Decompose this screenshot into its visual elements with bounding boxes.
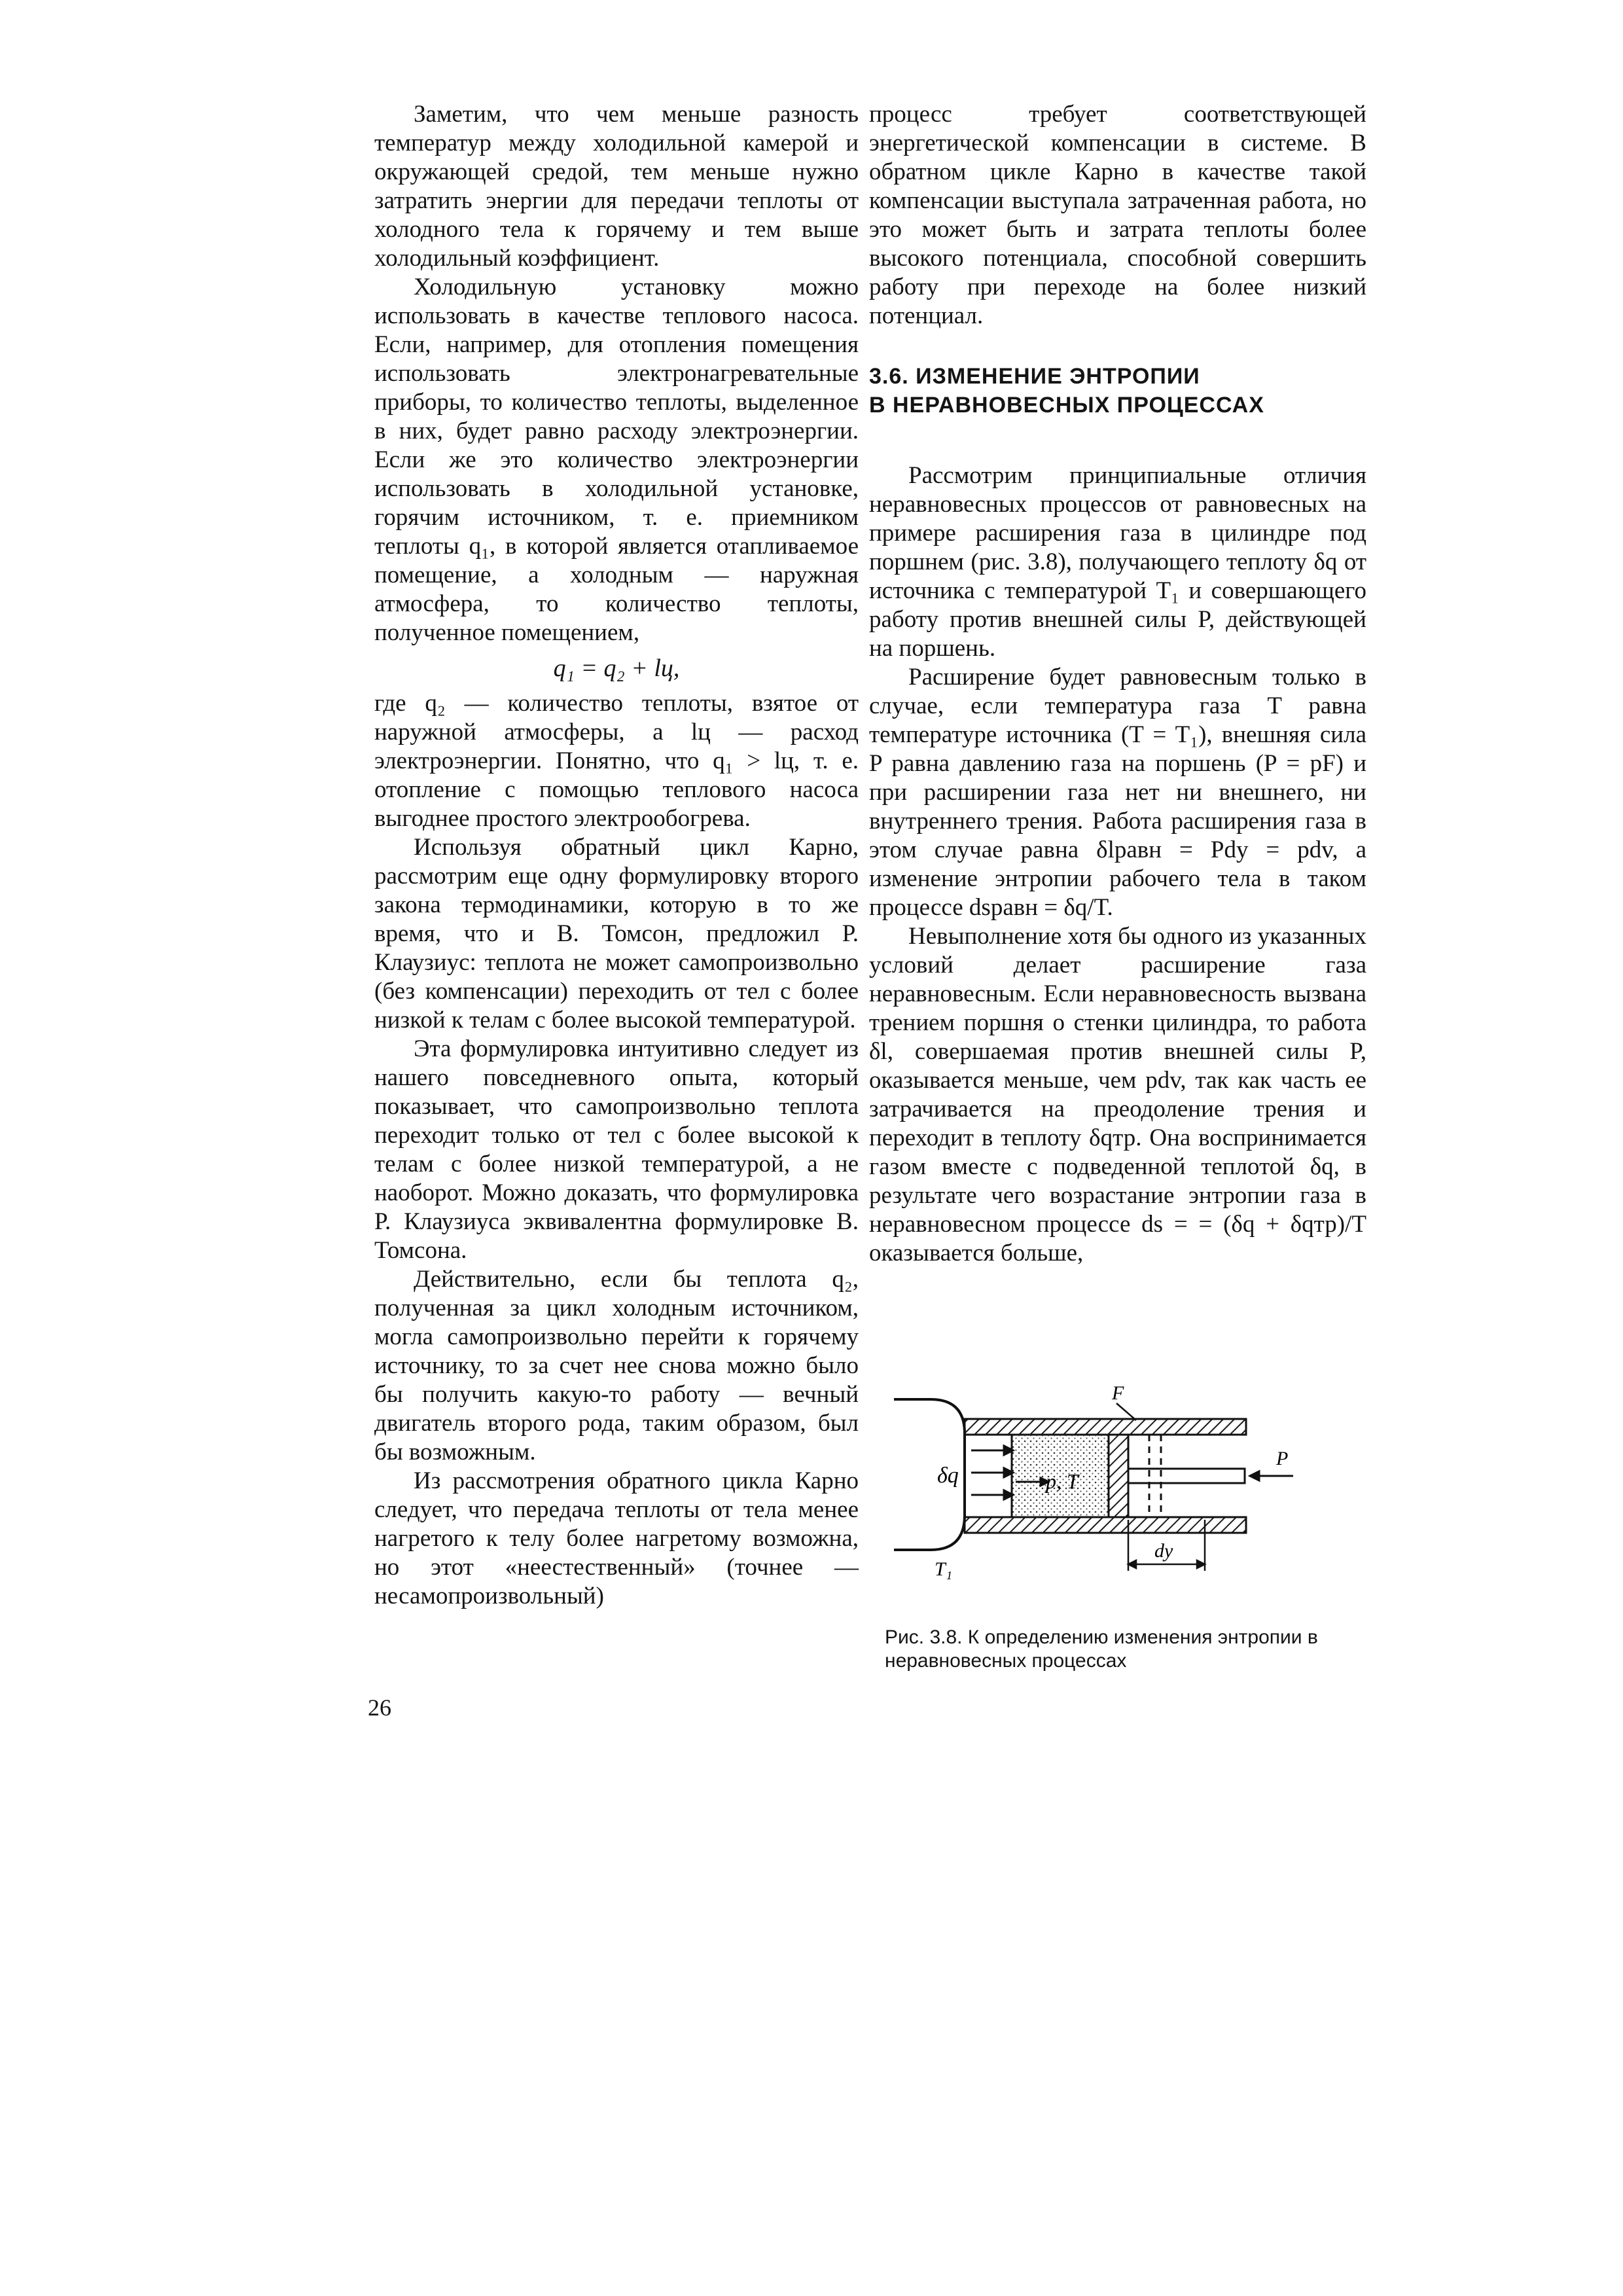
- left-column: [374, 100, 859, 1611]
- figure-cylinder-piston: [894, 1381, 1391, 1630]
- label-dy: dy: [1154, 1540, 1173, 1562]
- figure-caption: Рис. 3.8. К определению изменения энтропии в неравновесных процессах: [885, 1626, 1318, 1672]
- right-column: [869, 100, 1366, 1268]
- section-heading: [869, 362, 1366, 420]
- paragraph: Невыполнение хотя бы одного из указанных условий делает расширение газа неравновесным. Если неравновесность вызвана трением поршня о стенки цилиндра, то работа δl, совершаемая против внешней силы P, оказывается меньше, чем pdv, так как часть ее затрачивается на преодоление трения и переходит в теплоту δqтр. Она воспринимается газом вместе с подведенной теплотой δq, в результате чего возрастание энтропии газа в неравновесном процессе ds = = (δq + δqтр)/T оказывается больше,: [869, 923, 1366, 1266]
- label-pT: p, T: [1046, 1469, 1079, 1493]
- paragraph: где q₂ — количество теплоты, взятое от наружной атмосферы, а lц — расход электроэнергии. Понятно, что q₁ > lц, т. е. отопление с помощью теплового насоса выгоднее простого электрообогрева.: [374, 690, 859, 832]
- label-P: P: [1276, 1448, 1289, 1469]
- label-T1: T₁: [935, 1558, 953, 1580]
- paragraph: Холодильную установку можно использовать в качестве теплового насоса. Если, например, для отопления помещения использовать электронагревательные приборы, то количество теплоты, выделенное в них, будет равно расходу электроэнергии. Если же это количество электроэнергии использовать в холодильной установке, горячим источником, т. е. приемником теплоты q₁, в которой является отапливаемое помещение, а холодным — наружная атмосфера, то количество теплоты, полученное помещением,: [374, 274, 859, 646]
- paragraph: Заметим, что чем меньше разность температур между холодильной камерой и окружающей средой, тем меньше нужно затратить энергии для передачи теплоты от холодного тела к горячему и тем выше холодильный коэффициент.: [374, 101, 859, 272]
- paragraph: Расширение будет равновесным только в случае, если температура газа T равна температуре источника (T = T₁), внешняя сила P равна давлению газа на поршень (P = pF) и при расширении газа нет ни внешнего, ни внутреннего трения. Работа расширения газа в этом случае равна δlравн = Pdy = pdv, а изменение энтропии рабочего тела в таком процессе dsравн = δq/T.: [869, 664, 1366, 921]
- paragraph: Действительно, если бы теплота q₂, полученная за цикл холодным источником, могла самопроизвольно перейти к горячему источнику, то за счет нее снова можно было бы получить какую-то работу — вечный двигатель второго рода, таким образом, был бы возможным.: [374, 1266, 859, 1465]
- paragraph: Рассмотрим принципиальные отличия неравновесных процессов от равновесных на примере расширения газа в цилиндре под поршнем (рис. 3.8), получающего теплоту δq от источника с температурой T₁ и совершающего работу против внешней силы P, действующей на поршень.: [869, 462, 1366, 662]
- cylinder-wall-bottom: [965, 1517, 1246, 1533]
- paragraph: процесс требует соответствующей энергетической компенсации в системе. В обратном цикле Карно в качестве такой компенсации выступала затраченная работа, но это может быть и затрата теплоты более высокого потенциала, способной совершить работу при переходе на более низкий потенциал.: [869, 101, 1366, 329]
- force-arrow: [1250, 1471, 1293, 1480]
- label-dq: δq: [937, 1463, 959, 1488]
- paragraph: Из рассмотрения обратного цикла Карно следует, что передача теплоты от тела менее нагретого к телу более нагретому возможна, но этот «неестественный» (точнее — несамопроизвольный): [374, 1467, 859, 1609]
- section-heading-line: 3.6. ИЗМЕНЕНИЕ ЭНТРОПИИ: [869, 364, 1200, 389]
- paragraph: Используя обратный цикл Карно, рассмотрим еще одну формулировку второго закона термодинамики, которую в то же время, что и В. Томсон, предложил Р. Клаузиус: теплота не может самопроизвольно (без компенсации) переходить от тел с более низкой к телам с более высокой температурой.: [374, 834, 859, 1033]
- piston: [1109, 1435, 1128, 1517]
- section-heading-line: В НЕРАВНОВЕСНЫХ ПРОЦЕССАХ: [869, 393, 1264, 418]
- page-number: 26: [368, 1695, 391, 1721]
- formula: q₁ = q₂ + lц,: [553, 655, 680, 682]
- label-F: F: [1112, 1382, 1124, 1404]
- piston-rod: [1128, 1469, 1245, 1483]
- cylinder-wall-top: [965, 1419, 1246, 1435]
- paragraph: Эта формулировка интуитивно следует из нашего повседневного опыта, который показывает, что самопроизвольно теплота переходит только от тел с более высокой к телам с более низкой температурой, а не наоборот. Можно доказать, что формулировка Р. Клаузиуса эквивалентна формулировке В. Томсона.: [374, 1035, 859, 1264]
